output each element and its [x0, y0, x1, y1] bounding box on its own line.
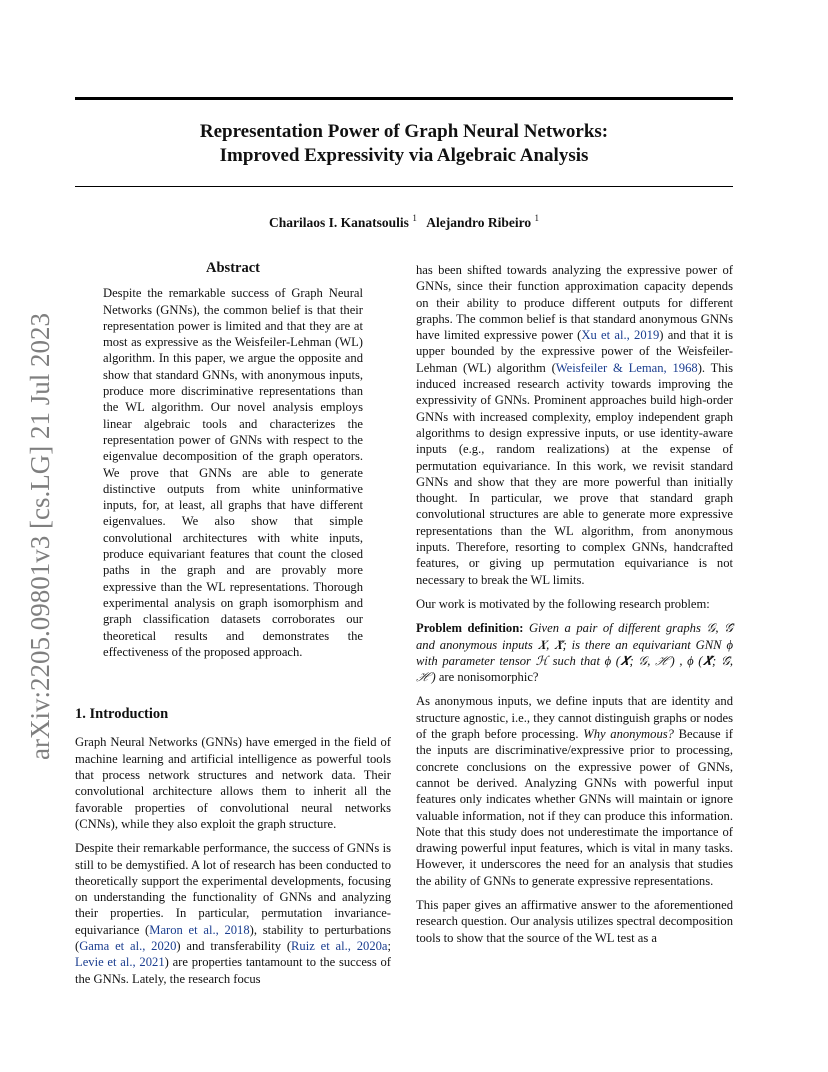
- right-paragraph-3: [416, 693, 733, 889]
- citation-link[interactable]: Weisfeiler & Leman, 1968: [555, 360, 698, 375]
- author-2: Alejandro Ribeiro: [426, 215, 532, 230]
- text-run: such that: [552, 653, 600, 668]
- affiliation-mark-1: 1: [412, 213, 417, 223]
- text-run: As anonymous inputs, we define inputs that are identity and structure agnostic, i.e., they cannot distinguish graphs or nodes of the graph before processing.: [416, 694, 733, 742]
- problem-definition: [416, 620, 733, 685]
- text-run: ) and transferability (: [176, 938, 292, 953]
- abstract-body: Despite the remarkable success of Graph Neural Networks (GNNs), the common belief is that their representation power is limited and that they are at most as expressive as the Weisfeiler-Lehman (WL) algorithm. In this paper, we argue the opposite and show that standard GNNs, with anonymous inputs, produce more discriminative representations than the WL algorithm. Our novel analysis employs linear algebraic tools and characterizes the representation power of GNNs with respect to the eigenvalue decomposition of the graph operators. We prove that GNNs are able to generate distinctive outputs from white uninformative inputs, for, at least, all graphs that have different eigenvalues. We also show that simple convolutional architectures with white inputs, produce equivariant features that count the closed paths in the graph and are provably more expressive than the WL representations. Thorough experimental analysis on graph isomorphism and graph classification datasets corroborates our theoretical results and demonstrates the effectiveness of the proposed approach.: [103, 286, 363, 659]
- left-column: [75, 260, 391, 995]
- text-run: has been shifted towards analyzing the expressive power of GNNs, since their function approximation capacity depends on their ability to produce different outputs for different graphs. The common belief is that standard anonymous GNNs have limited expressive power (: [416, 263, 733, 343]
- text-run: ;: [387, 938, 392, 953]
- citation-link[interactable]: Ruiz et al., 2020a: [291, 938, 388, 953]
- author-list: [75, 215, 733, 231]
- title-line-1: Representation Power of Graph Neural Networks:: [199, 121, 609, 142]
- text-run-italic: Why anonymous?: [583, 727, 674, 742]
- citation-link[interactable]: Levie et al., 2021: [75, 955, 165, 970]
- text-run: ) are properties tantamount to the success of the GNNs. Lately, the research focus: [75, 955, 391, 986]
- math-phi: ϕ: [726, 637, 733, 652]
- text-run: with parameter tensor: [416, 653, 531, 668]
- math-H: ℋ: [535, 653, 549, 668]
- text-run: Because if the inputs are discriminative/expressive prior to processing, concrete conclusions on the expressive power of GNNs, cannot be derived. Analyzing GNNs with powerful input features only indicates whether GNNs will maintain or ignore valuable information, not if they can produce this information. Note that this study does not underestimate the importance of drawing powerful input features, which is vital in many tasks. However, it underscores the need for an analysis that studies the ability of GNNs to generate expressive representations.: [416, 727, 733, 888]
- text-run: and anonymous inputs: [416, 637, 533, 652]
- intro-paragraph-2: [75, 840, 391, 987]
- author-1: Charilaos I. Kanatsoulis: [269, 215, 409, 230]
- intro-paragraph-1: Graph Neural Networks (GNNs) have emerged in the field of machine learning and artificial intelligence as powerful tools that process network structures and network data. Their convolutional architecture allows them to inherit all the favorable properties of convolutional neural networks (CNNs), while they also exploit the graph structure.: [75, 735, 391, 831]
- right-paragraph-1: [416, 262, 733, 588]
- text-run: are nonisomorphic?: [438, 670, 539, 685]
- abstract-heading: Abstract: [206, 260, 260, 276]
- text-run: ; is there an equivariant GNN: [562, 637, 722, 652]
- right-column: [416, 262, 733, 954]
- top-rule: [75, 97, 733, 100]
- citation-link[interactable]: Gama et al., 2020: [79, 938, 177, 953]
- math-output-2: ϕ (𝑿̂; 𝒢̂, ℋ): [416, 653, 733, 685]
- citation-link[interactable]: Maron et al., 2018: [149, 922, 250, 937]
- arxiv-identifier-stamp: arXiv:2205.09801v3 [cs.LG] 21 Jul 2023: [25, 313, 55, 760]
- affiliation-mark-2: 1: [534, 213, 539, 223]
- bottom-rule: [75, 186, 733, 187]
- right-paragraph-2: Our work is motivated by the following research problem:: [416, 596, 710, 611]
- math-graphs: 𝒢, 𝒢̂: [706, 621, 734, 636]
- title-line-2: Improved Expressivity via Algebraic Analysis: [219, 145, 589, 166]
- text-run: ) and that it is upper bounded by the expressive power of the Weisfeiler-Lehman (WL) algorithm (: [416, 328, 733, 375]
- math-inputs: 𝑿, 𝑿̂: [537, 637, 563, 652]
- text-run: Despite their remarkable performance, the success of GNNs is still to be demystified. A lot of research has been conducted to theoretically support the experimental developments, focusing on understanding the functionality of GNNs and analyzing their properties. In particular, permutation invariance-equivariance (: [75, 841, 391, 937]
- text-run: Given a pair of different graphs: [528, 621, 701, 636]
- text-run: ), stability to perturbations (: [75, 922, 391, 953]
- paper-title: [75, 120, 733, 168]
- problem-definition-label: Problem definition:: [416, 621, 524, 636]
- citation-link[interactable]: Xu et al., 2019: [581, 328, 660, 343]
- right-paragraph-4: This paper gives an affirmative answer to the aforementioned research question. Our analysis utilizes spectral decomposition tools to show that the source of the WL test as a: [416, 897, 733, 945]
- text-run: ). This induced increased research activity towards improving the expressivity of GNNs. Prominent approaches build high-order GNNs with increased complexity, employ independent graph algorithms to design expressive inputs, or use identity-aware inputs (e.g., random realizations) at the expense of permutation equivariance. In this work, we revisit standard GNNs and show that they are more powerful than initially thought. In particular, we prove that standard graph convolutional structures are able to generate more expressive representations than the WL algorithm, from anonymous inputs. Therefore, resorting to complex GNNs, handcrafted features, or giving up permutation equivariance is not necessary to break the WL limits.: [416, 360, 734, 587]
- introduction-heading: 1. Introduction: [75, 706, 169, 723]
- math-output-1: ϕ (𝑿; 𝒢, ℋ) ,: [604, 653, 683, 668]
